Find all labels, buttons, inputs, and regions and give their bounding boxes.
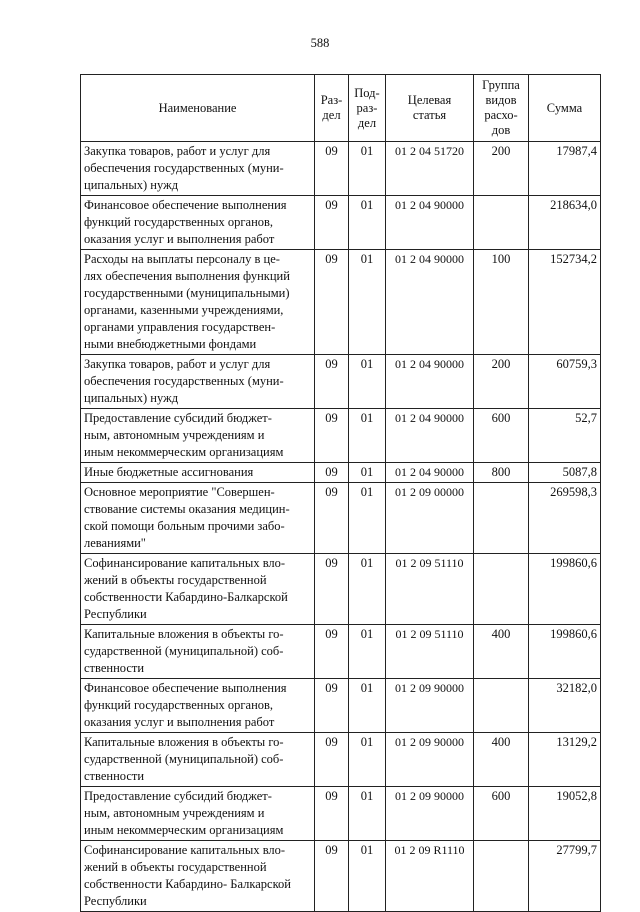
cell-group: 600 bbox=[474, 409, 529, 463]
cell-section: 09 bbox=[315, 841, 349, 912]
cell-article: 01 2 09 51110 bbox=[386, 554, 474, 625]
cell-section: 09 bbox=[315, 733, 349, 787]
cell-article: 01 2 04 90000 bbox=[386, 250, 474, 355]
header-article: Целевая статья bbox=[386, 75, 474, 142]
header-group: Группа видов расхо- дов bbox=[474, 75, 529, 142]
cell-group bbox=[474, 679, 529, 733]
cell-sum: 199860,6 bbox=[529, 554, 601, 625]
cell-article: 01 2 09 90000 bbox=[386, 733, 474, 787]
cell-section: 09 bbox=[315, 625, 349, 679]
cell-sum: 269598,3 bbox=[529, 483, 601, 554]
cell-article: 01 2 04 90000 bbox=[386, 355, 474, 409]
table-row bbox=[81, 625, 601, 679]
cell-article: 01 2 09 R1110 bbox=[386, 841, 474, 912]
cell-section: 09 bbox=[315, 409, 349, 463]
cell-article: 01 2 04 90000 bbox=[386, 196, 474, 250]
table-row bbox=[81, 250, 601, 355]
cell-article: 01 2 04 90000 bbox=[386, 463, 474, 483]
cell-subsection: 01 bbox=[349, 554, 386, 625]
cell-group: 400 bbox=[474, 625, 529, 679]
cell-subsection: 01 bbox=[349, 250, 386, 355]
cell-group bbox=[474, 841, 529, 912]
cell-sum: 52,7 bbox=[529, 409, 601, 463]
cell-subsection: 01 bbox=[349, 355, 386, 409]
header-name: Наименование bbox=[81, 75, 315, 142]
cell-subsection: 01 bbox=[349, 733, 386, 787]
cell-sum: 19052,8 bbox=[529, 787, 601, 841]
cell-article: 01 2 04 90000 bbox=[386, 409, 474, 463]
table-row bbox=[81, 787, 601, 841]
table-row bbox=[81, 409, 601, 463]
cell-subsection: 01 bbox=[349, 787, 386, 841]
cell-sum: 218634,0 bbox=[529, 196, 601, 250]
cell-article: 01 2 09 51110 bbox=[386, 625, 474, 679]
cell-name: Финансовое обеспечение выполнения функций государственных органов, оказания услуг и выполнения работ bbox=[81, 679, 315, 733]
cell-group bbox=[474, 483, 529, 554]
budget-table bbox=[80, 74, 601, 912]
cell-name: Основное мероприятие "Совершен- ствование системы оказания медицин- ской помощи больным прочими забо- леваниями" bbox=[81, 483, 315, 554]
cell-name: Финансовое обеспечение выполнения функций государственных органов, оказания услуг и выполнения работ bbox=[81, 196, 315, 250]
cell-section: 09 bbox=[315, 196, 349, 250]
cell-group: 200 bbox=[474, 142, 529, 196]
cell-sum: 199860,6 bbox=[529, 625, 601, 679]
table-body bbox=[81, 142, 601, 912]
table-header-row bbox=[81, 75, 601, 142]
header-section: Раз- дел bbox=[315, 75, 349, 142]
cell-sum: 27799,7 bbox=[529, 841, 601, 912]
table-row bbox=[81, 554, 601, 625]
cell-name: Закупка товаров, работ и услуг для обеспечения государственных (муни- ципальных) нужд bbox=[81, 142, 315, 196]
cell-name: Предоставление субсидий бюджет- ным, автономным учреждениям и иным некоммерческим организациям bbox=[81, 787, 315, 841]
cell-name: Закупка товаров, работ и услуг для обеспечения государственных (муни- ципальных) нужд bbox=[81, 355, 315, 409]
cell-section: 09 bbox=[315, 250, 349, 355]
cell-section: 09 bbox=[315, 142, 349, 196]
cell-subsection: 01 bbox=[349, 841, 386, 912]
table-row bbox=[81, 142, 601, 196]
cell-section: 09 bbox=[315, 554, 349, 625]
cell-name: Софинансирование капитальных вло- жений в объекты государственной собственности Кабардино-Балкарской Республики bbox=[81, 554, 315, 625]
cell-sum: 5087,8 bbox=[529, 463, 601, 483]
cell-article: 01 2 09 90000 bbox=[386, 679, 474, 733]
table-row bbox=[81, 355, 601, 409]
cell-group: 100 bbox=[474, 250, 529, 355]
cell-group bbox=[474, 196, 529, 250]
cell-sum: 13129,2 bbox=[529, 733, 601, 787]
cell-sum: 17987,4 bbox=[529, 142, 601, 196]
table-row bbox=[81, 733, 601, 787]
cell-subsection: 01 bbox=[349, 679, 386, 733]
header-subsection: Под- раз- дел bbox=[349, 75, 386, 142]
cell-subsection: 01 bbox=[349, 196, 386, 250]
table-row bbox=[81, 679, 601, 733]
cell-subsection: 01 bbox=[349, 409, 386, 463]
table-row bbox=[81, 196, 601, 250]
cell-name: Расходы на выплаты персоналу в це- лях обеспечения выполнения функций государственными (муниципальными) органами, казенными учреждениями, органами управления государствен- ными внебюджетными фондами bbox=[81, 250, 315, 355]
table-row bbox=[81, 841, 601, 912]
cell-group: 600 bbox=[474, 787, 529, 841]
header-sum: Сумма bbox=[529, 75, 601, 142]
cell-group: 400 bbox=[474, 733, 529, 787]
table-row bbox=[81, 483, 601, 554]
cell-subsection: 01 bbox=[349, 625, 386, 679]
cell-group: 800 bbox=[474, 463, 529, 483]
cell-sum: 60759,3 bbox=[529, 355, 601, 409]
cell-section: 09 bbox=[315, 787, 349, 841]
cell-section: 09 bbox=[315, 355, 349, 409]
cell-sum: 32182,0 bbox=[529, 679, 601, 733]
page-number: 588 bbox=[310, 36, 330, 50]
cell-article: 01 2 09 00000 bbox=[386, 483, 474, 554]
cell-article: 01 2 04 51720 bbox=[386, 142, 474, 196]
cell-subsection: 01 bbox=[349, 463, 386, 483]
cell-group: 200 bbox=[474, 355, 529, 409]
cell-name: Капитальные вложения в объекты го- сударственной (муниципальной) соб- ственности bbox=[81, 625, 315, 679]
cell-sum: 152734,2 bbox=[529, 250, 601, 355]
cell-name: Иные бюджетные ассигнования bbox=[81, 463, 315, 483]
cell-name: Предоставление субсидий бюджет- ным, автономным учреждениям и иным некоммерческим организациям bbox=[81, 409, 315, 463]
cell-section: 09 bbox=[315, 483, 349, 554]
table-row bbox=[81, 463, 601, 483]
cell-subsection: 01 bbox=[349, 142, 386, 196]
cell-group bbox=[474, 554, 529, 625]
cell-section: 09 bbox=[315, 679, 349, 733]
cell-name: Капитальные вложения в объекты го- сударственной (муниципальной) соб- ственности bbox=[81, 733, 315, 787]
cell-name: Софинансирование капитальных вло- жений в объекты государственной собственности Кабардино- Балкарской Республики bbox=[81, 841, 315, 912]
cell-subsection: 01 bbox=[349, 483, 386, 554]
cell-article: 01 2 09 90000 bbox=[386, 787, 474, 841]
cell-section: 09 bbox=[315, 463, 349, 483]
